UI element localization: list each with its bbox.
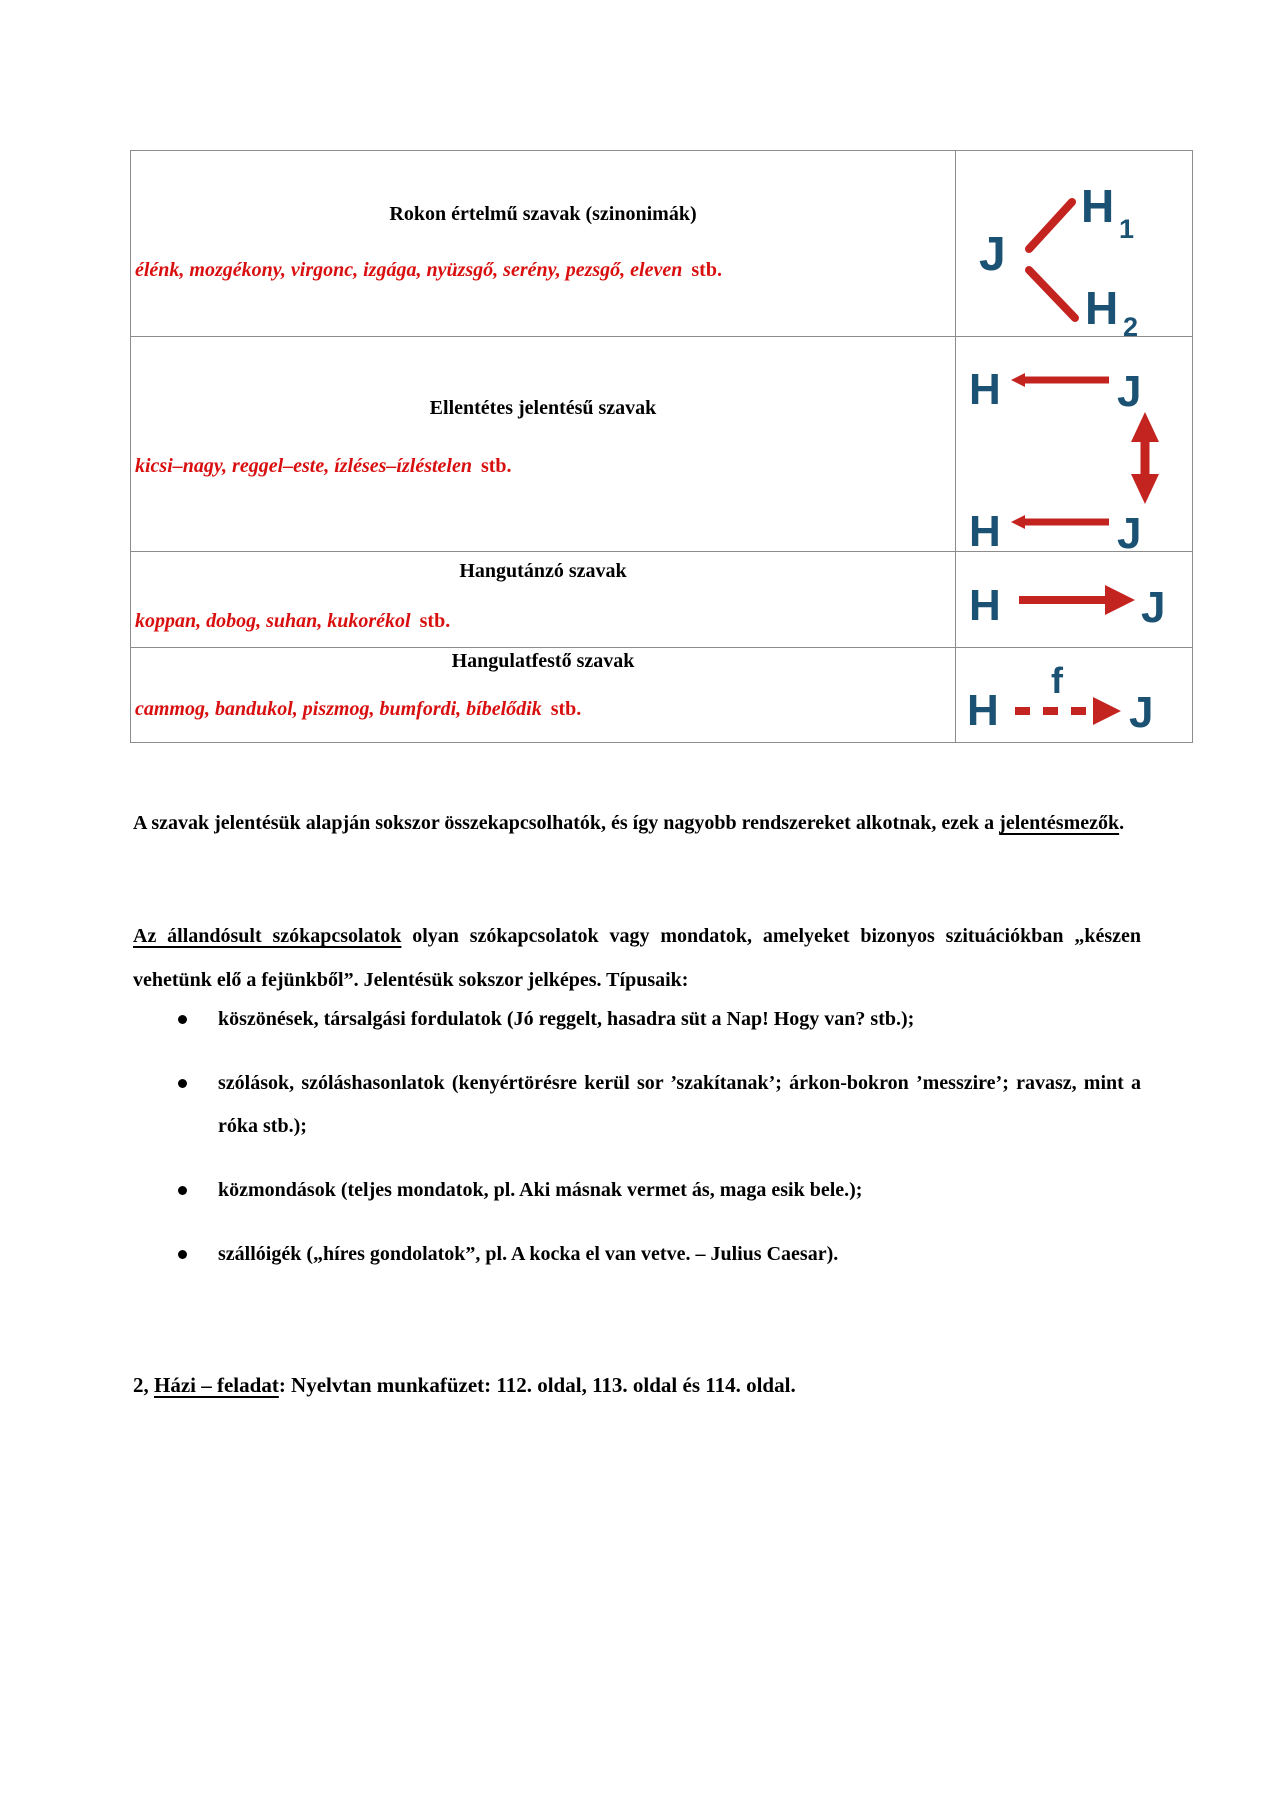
- synonym-line-upper: [1029, 202, 1072, 249]
- etc-label: stb.: [480, 455, 512, 477]
- table-row-synonyms-text: [131, 151, 956, 337]
- row-word-list: koppan, dobog, suhan, kukorékol stb.: [135, 610, 451, 632]
- list-item: közmondások (teljes mondatok, pl. Aki másnak vermet ás, maga esik bele.);: [133, 1169, 1141, 1212]
- table-row-synonyms-diagram: [956, 151, 1192, 337]
- underlined-term: Házi – feladat: [154, 1373, 279, 1397]
- letter-j: J: [979, 227, 1006, 281]
- list-item: szállóigék („híres gondolatok”, pl. A kocka el van vetve. – Julius Caesar).: [133, 1233, 1141, 1276]
- word-relations-table: [130, 150, 1193, 743]
- subscript-1: 1: [1119, 213, 1135, 244]
- letter-h2: H: [1085, 281, 1119, 334]
- row-word-list: kicsi–nagy, reggel–este, ízléses–ízléstelen stb.: [135, 455, 512, 477]
- letter-j-top: J: [1117, 366, 1142, 416]
- letter-j: J: [1129, 687, 1154, 737]
- line-left-tip: [1011, 373, 1025, 387]
- etc-label: stb.: [550, 698, 582, 720]
- letter-h-top: H: [969, 364, 1001, 414]
- etc-label: stb.: [691, 259, 722, 281]
- letter-j: J: [1141, 583, 1166, 632]
- table-row-mood-words-text: [131, 648, 956, 742]
- table-row-onomatopoeia-text: [131, 552, 956, 648]
- list-item: köszönések, társalgási fordulatok (Jó reggelt, hasadra süt a Nap! Hogy van? stb.);: [133, 998, 1141, 1041]
- double-arrow-head-down: [1131, 474, 1159, 504]
- letter-h: H: [967, 685, 999, 735]
- row-title: Hangutánzó szavak: [459, 560, 627, 582]
- table-row-mood-words-diagram: [956, 648, 1192, 742]
- line-left-tip: [1011, 515, 1025, 529]
- letter-f: f: [1051, 659, 1063, 701]
- letter-h-bottom: H: [969, 506, 1001, 551]
- phrase-types-list: [133, 998, 1141, 1297]
- row-title: Hangulatfestő szavak: [451, 650, 635, 672]
- row-title: Ellentétes jelentésű szavak: [429, 397, 657, 419]
- row-word-list: cammog, bandukol, piszmog, bumfordi, bíbelődik stb.: [135, 698, 582, 720]
- arrow-head-right: [1105, 585, 1135, 615]
- underlined-term: jelentésmezők: [999, 812, 1120, 834]
- table-row-onomatopoeia-diagram: [956, 552, 1192, 648]
- double-arrow-head-up: [1131, 412, 1159, 442]
- etc-label: stb.: [419, 610, 451, 632]
- table-row-antonyms-diagram: [956, 337, 1192, 552]
- paragraph-meaning-fields: A szavak jelentésük alapján sokszor összekapcsolhatók, és így nagyobb rendszereket alkotnak, ezek a jelentésmezők.: [133, 812, 1125, 834]
- row-word-list: élénk, mozgékony, virgonc, izgága, nyüzsgő, serény, pezsgő, eleven stb.: [135, 259, 722, 281]
- synonyms-diagram-icon: [959, 152, 1189, 336]
- letter-h1: H: [1081, 179, 1115, 232]
- arrow-head-right: [1093, 697, 1121, 725]
- mood-words-diagram-icon: [959, 649, 1189, 742]
- underlined-term: Az állandósult szókapcsolatok: [133, 925, 402, 947]
- homework-line: 2, Házi – feladat: Nyelvtan munkafüzet: 112. oldal, 113. oldal és 114. oldal.: [133, 1373, 796, 1397]
- letter-h: H: [969, 581, 1001, 630]
- letter-j-bottom: J: [1117, 508, 1142, 551]
- table-row-antonyms-text: [131, 337, 956, 552]
- list-item: szólások, szóláshasonlatok (kenyértörésre kerül sor ’szakítanak’; árkon-bokron ’messzire’; ravasz, mint a róka stb.);: [133, 1062, 1141, 1148]
- paragraph-fixed-phrases: Az állandósult szókapcsolatok olyan szókapcsolatok vagy mondatok, amelyeket bizonyos szituációkban „készen vehetünk elő a fejünkből”. Jelentésük sokszor jelképes. Típusaik:: [133, 925, 1141, 991]
- subscript-2: 2: [1123, 311, 1139, 336]
- onomatopoeia-diagram-icon: [959, 552, 1189, 647]
- antonyms-diagram-icon: [959, 338, 1189, 551]
- synonym-line-lower: [1029, 270, 1075, 318]
- row-title: Rokon értelmű szavak (szinonimák): [389, 203, 697, 225]
